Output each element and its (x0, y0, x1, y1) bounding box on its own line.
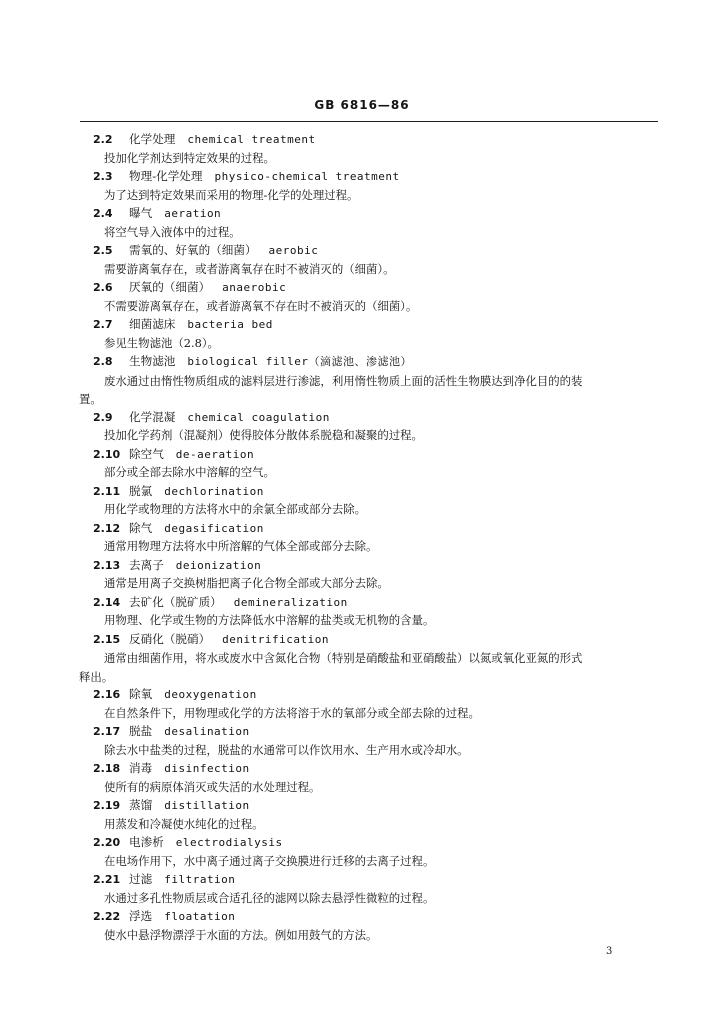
term-english: electrodialysis (175, 836, 283, 849)
term-number: 2.20 (93, 836, 121, 849)
term-definition: 用蒸发和冷凝使水纯化的过程。 (104, 816, 264, 831)
term-heading (93, 723, 653, 742)
document-body (79, 131, 653, 945)
term-chinese: 去离子 (129, 557, 164, 572)
term-heading (93, 483, 653, 502)
term-heading (93, 908, 653, 927)
term-english: anaerobic (222, 281, 287, 294)
term-english: demineralization (233, 595, 348, 609)
term-english: degasification (164, 521, 264, 535)
term-number: 2.22 (93, 910, 121, 923)
term-heading (93, 316, 653, 335)
term-definition (79, 372, 653, 409)
term-chinese: 脱氯 (129, 483, 153, 498)
term-definition-continuation: 释出。 (79, 669, 114, 684)
term-definition: 在电场作用下，水中离子通过离子交换膜进行迁移的去离子过程。 (104, 853, 435, 868)
term-heading (93, 353, 653, 372)
term-english: filtration (164, 873, 236, 886)
term-english: biological filler（滴滤池、渗滤池） (187, 355, 412, 368)
term-chinese: 消毒 (129, 761, 153, 775)
term-english: deoxygenation (164, 688, 257, 701)
term-definition: 用化学或物理的方法将水中的余氯全部或部分去除。 (104, 502, 366, 516)
term-heading (93, 205, 653, 224)
term-definition (79, 649, 653, 686)
term-heading (93, 279, 653, 298)
term-number: 2.16 (93, 688, 121, 701)
term-chinese: 去矿化（脱矿质） (129, 594, 222, 609)
term-heading (93, 409, 653, 428)
term-definition-line: 废水通过由惰性物质组成的滤料层进行渗滤，利用惰性物质上面的活性生物膜达到净化目的的装 (104, 373, 583, 388)
term-number: 2.6 (93, 281, 113, 294)
term-english: bacteria bed (187, 318, 273, 331)
term-english: distillation (164, 799, 250, 812)
term-english: desalination (164, 725, 250, 738)
term-definition: 投加化学药剂（混凝剂）使得胶体分散体系脱稳和凝聚的过程。 (104, 428, 423, 442)
term-chinese: 反硝化（脱硝） (129, 631, 211, 646)
term-chinese: 电渗析 (129, 835, 164, 849)
term-chinese: 化学混凝 (129, 409, 176, 424)
term-heading (93, 871, 653, 890)
term-heading (93, 520, 653, 539)
term-definition: 在自然条件下，用物理或化学的方法将溶于水的氧部分或全部去除的过程。 (104, 705, 480, 720)
term-definition: 为了达到特定效果而采用的物理-化学的处理过程。 (104, 187, 359, 202)
term-chinese: 需氧的、好氧的（细菌） (129, 243, 257, 257)
term-definition: 用物理、化学或生物的方法降低水中溶解的盐类或无机物的含量。 (104, 613, 435, 627)
term-english: disinfection (164, 762, 250, 775)
term-heading (93, 168, 653, 187)
term-number: 2.8 (93, 355, 113, 368)
term-number: 2.7 (93, 318, 113, 331)
standard-header-title: GB 6816—86 (314, 98, 410, 112)
term-heading (93, 131, 653, 150)
term-chinese: 厌氧的（细菌） (129, 280, 211, 294)
term-definition: 使所有的病原体消灭或失活的水处理过程。 (104, 779, 321, 794)
term-heading (93, 594, 653, 613)
term-definition: 除去水中盐类的过程，脱盐的水通常可以作饮用水、生产用水或冷却水。 (104, 742, 469, 757)
term-number: 2.10 (93, 447, 121, 461)
term-number: 2.19 (93, 799, 121, 812)
term-definition: 不需要游离氧存在，或者游离氧不存在时不被消灭的（细菌）。 (104, 298, 418, 313)
term-chinese: 生物滤池 (129, 354, 176, 368)
term-heading (93, 446, 653, 465)
term-chinese: 物理-化学处理 (129, 169, 203, 183)
term-english: chemical treatment (187, 133, 316, 146)
term-definition: 需要游离氧存在，或者游离氧存在时不被消灭的（细菌）。 (104, 261, 395, 276)
term-english: aerobic (268, 244, 319, 257)
term-english: aeration (164, 207, 222, 220)
term-number: 2.11 (93, 484, 121, 498)
term-definition: 部分或全部去除水中溶解的空气。 (104, 465, 275, 479)
term-chinese: 曝气 (129, 206, 153, 220)
term-definition: 使水中悬浮物漂浮于水面的方法。例如用鼓气的方法。 (104, 927, 378, 942)
term-definition-line: 通常由细菌作用，将水或废水中含氮化合物（特别是硝酸盐和亚硝酸盐）以氮或氧化亚氮的形式 (104, 651, 583, 665)
term-heading (93, 557, 653, 576)
term-chinese: 除气 (129, 520, 153, 535)
term-definition: 参见生物滤池（2.8）。 (104, 335, 219, 350)
term-definition: 通常是用离子交换树脂把离子化合物全部或大部分去除。 (104, 576, 389, 590)
term-number: 2.17 (93, 725, 121, 738)
term-english: deionization (175, 558, 262, 572)
term-english: chemical coagulation (187, 410, 330, 424)
term-definition-continuation: 置。 (79, 392, 102, 406)
term-chinese: 除氧 (129, 687, 153, 701)
term-english: de-aeration (175, 447, 255, 461)
header-rule (80, 121, 658, 122)
term-chinese: 细菌滤床 (129, 317, 176, 331)
term-heading (93, 631, 653, 650)
term-english: denitrification (222, 632, 330, 646)
term-number: 2.5 (93, 244, 113, 257)
term-number: 2.21 (93, 873, 121, 886)
term-number: 2.12 (93, 521, 121, 535)
term-heading (93, 242, 653, 261)
page-number: 3 (606, 946, 613, 957)
term-number: 2.14 (93, 595, 121, 609)
term-definition: 投加化学剂达到特定效果的过程。 (104, 150, 275, 165)
term-definition: 水通过多孔性物质层或合适孔径的滤网以除去悬浮性微粒的过程。 (104, 890, 435, 905)
term-number: 2.18 (93, 762, 121, 775)
term-heading (93, 760, 653, 779)
term-chinese: 化学处理 (129, 132, 176, 146)
term-heading (93, 686, 653, 705)
term-heading (93, 834, 653, 853)
term-heading (93, 797, 653, 816)
term-chinese: 蒸馏 (129, 798, 153, 812)
term-chinese: 浮选 (129, 909, 153, 923)
term-number: 2.13 (93, 558, 121, 572)
term-number: 2.3 (93, 170, 113, 183)
term-english: floatation (164, 910, 236, 923)
term-definition: 将空气导入液体中的过程。 (104, 224, 241, 239)
term-english: dechlorination (164, 484, 264, 498)
term-chinese: 过滤 (129, 872, 153, 886)
term-chinese: 除空气 (129, 446, 164, 461)
term-number: 2.2 (93, 133, 113, 146)
term-chinese: 脱盐 (129, 724, 153, 738)
term-number: 2.4 (93, 207, 113, 220)
term-number: 2.15 (93, 632, 121, 646)
term-english: physico-chemical treatment (214, 170, 400, 183)
term-definition: 通常用物理方法将水中所溶解的气体全部或部分去除。 (104, 539, 378, 553)
term-number: 2.9 (93, 410, 113, 424)
